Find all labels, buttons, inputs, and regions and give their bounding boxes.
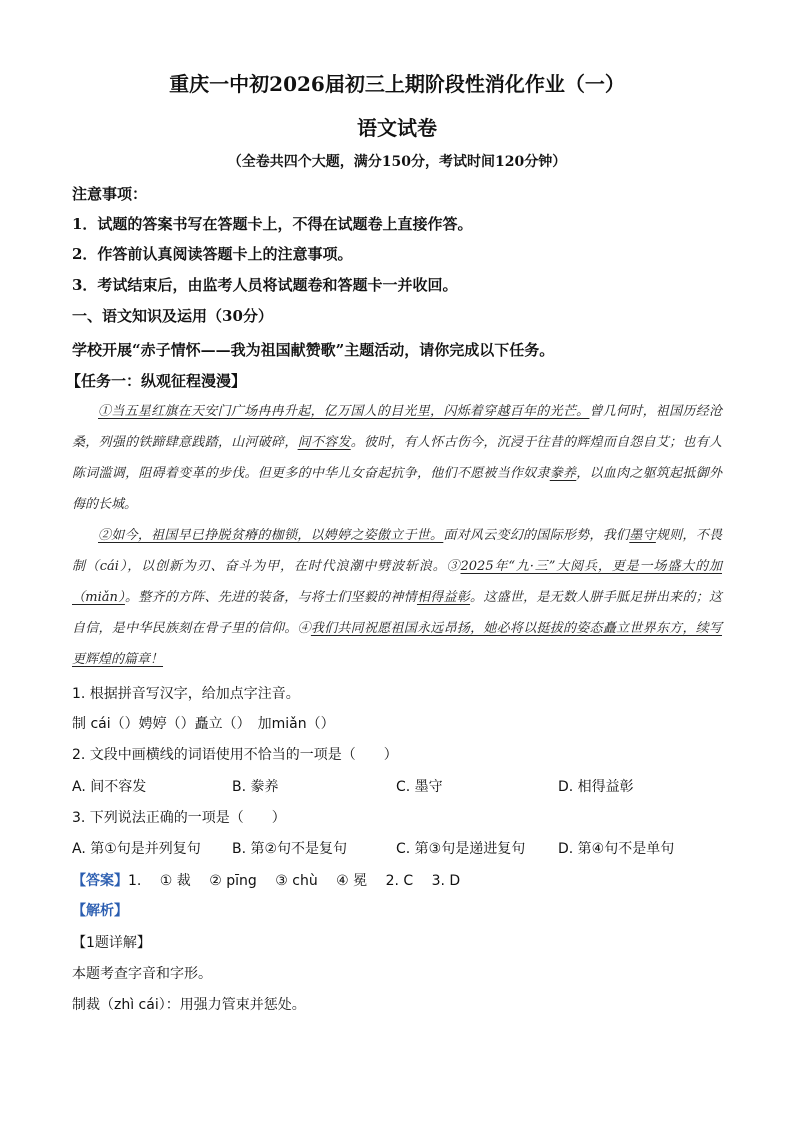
passage-text: 曾几何时，祖国历经沧桑，列强的铁蹄肆意践踏，山河破碎， <box>72 404 722 450</box>
question-3: 3. 下列说法正确的一项是（ ） <box>72 810 286 826</box>
note-item-1: 1．试题的答案书写在答题卡上，不得在试题卷上直接作答。 <box>72 215 473 233</box>
q3-option-c: C. 第③句是递进复句 <box>396 841 526 857</box>
q3-option-b: B. 第②句不是复句 <box>232 841 348 857</box>
q2-option-b: B. 豢养 <box>232 779 279 795</box>
question-2: 2. 文段中画横线的词语使用不恰当的一项是（ ） <box>72 747 398 763</box>
detail-line-2: 制裁（zhì cái）：用强力管束并惩处。 <box>72 997 306 1013</box>
exam-title: 重庆一中初2026届初三上期阶段性消化作业（一） <box>169 72 625 96</box>
sentence-3: 2025年“九·三”大阅兵，更是一场盛大的加（miǎn） <box>72 559 722 605</box>
passage-text: 。整齐的方阵、先进的装备，与将士们坚毅的神情 <box>124 590 417 605</box>
question-1-blanks: 制 cái（）娉婷（）矗立（） 加miǎn（） <box>72 716 335 732</box>
passage-text: 。这盛世，是无数人胼手胝足拼出来的；这自信，是中华民族刻在骨子里的信仰。④ <box>72 590 722 636</box>
q2-option-c: C. 墨守 <box>396 779 443 795</box>
answer-content: 1. ① 裁 ② pīng ③ chù ④ 冕 2. C 3. D <box>128 873 461 889</box>
detail-line-1: 本题考查字音和字形。 <box>72 966 212 982</box>
underlined-word-4: 相得益彰 <box>416 590 471 605</box>
passage-text: 面对风云变幻的国际形势，我们 <box>443 528 630 543</box>
q3-option-a: A. 第①句是并列复句 <box>72 841 201 857</box>
exam-info: （全卷共四个大题，满分150分，考试时间120分钟） <box>227 154 567 170</box>
sentence-2: ②如今，祖国早已挣脱贫瘠的枷锁，以娉婷之姿傲立于世。 <box>98 528 444 543</box>
underlined-word-1: 间不容发 <box>297 435 351 450</box>
subject-title: 语文试卷 <box>357 116 437 140</box>
note-item-3: 3．考试结束后，由监考人员将试题卷和答题卡一并收回。 <box>72 276 458 294</box>
section-heading: 一、语文知识及运用（30分） <box>72 307 273 325</box>
q2-option-d: D. 相得益彰 <box>558 779 634 795</box>
question-1: 1. 根据拼音写汉字，给加点字注音。 <box>72 686 300 702</box>
analysis-tag: 【解析】 <box>72 903 128 919</box>
underlined-word-3: 墨守 <box>629 528 656 543</box>
sentence-1: ①当五星红旗在天安门广场冉冉升起，亿万国人的目光里，闪烁着穿越百年的光芒。 <box>98 404 590 419</box>
answer-line <box>72 870 460 890</box>
passage-paragraph-1 <box>72 396 722 520</box>
passage-paragraph-2 <box>72 520 722 675</box>
detail-tag: 【1题详解】 <box>72 935 151 951</box>
underlined-word-2: 豢养 <box>549 466 577 481</box>
passage-text: 。彼时，有人怀古伤今，沉浸于往昔的辉煌而自怨自艾；也有人陈词滥调，阻碍着变革的步伐。但更多的中华儿女奋起抗争，他们不愿被当作奴隶 <box>72 435 722 481</box>
passage-text: 规则，不畏制（cái），以创新为刃、奋斗为甲，在时代浪潮中劈波斩浪。③ <box>72 528 722 574</box>
note-item-2: 2．作答前认真阅读答题卡上的注意事项。 <box>72 245 353 263</box>
sentence-4: 我们共同祝愿祖国永远昂扬，她必将以挺拔的姿态矗立世界东方，续写更辉煌的篇章！ <box>72 621 722 667</box>
q2-option-a: A. 间不容发 <box>72 779 147 795</box>
answer-tag: 【答案】 <box>72 873 128 889</box>
section-intro: 学校开展“赤子情怀——我为祖国献赞歌”主题活动，请你完成以下任务。 <box>72 341 555 359</box>
task-heading: 【任务一：纵观征程漫漫】 <box>66 372 247 390</box>
q3-option-d: D. 第④句不是单句 <box>558 841 675 857</box>
passage-text: ，以血肉之躯筑起抵御外侮的长城。 <box>72 466 722 512</box>
notes-heading: 注意事项： <box>72 185 148 203</box>
